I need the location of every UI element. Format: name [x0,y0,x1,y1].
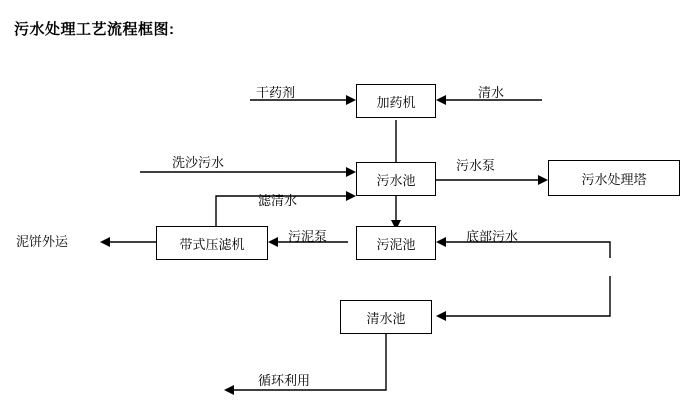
edge-label-clean-water-in: 清水 [478,85,505,100]
edge-label-sludge-pump: 污泥泵 [288,229,328,244]
node-dosing-machine [356,84,436,118]
node-belt-filter-press [156,226,268,260]
page-title: 污水处理工艺流程框图: [14,21,175,38]
node-label: 污泥池 [376,236,416,252]
node-label: 污水处理塔 [581,171,647,187]
node-label: 污水池 [376,172,416,188]
node-clean-water-pool [340,300,432,334]
edge-label-filtrate-clear-water: 滤清水 [258,193,298,208]
edge-label-dry-agent: 干药剂 [256,85,296,100]
node-label: 带式压滤机 [179,236,245,252]
edge-label-recycle-use: 循环利用 [258,373,311,388]
node-label: 加药机 [376,94,416,110]
node-sludge-pool [356,226,436,260]
node-sewage-treatment-tower [548,160,680,196]
edge-label-sewage-pump: 污水泵 [456,158,496,173]
node-label: 清水池 [366,310,406,326]
node-sewage-pool [356,162,436,196]
edge-label-bottom-sewage: 底部污水 [466,229,519,244]
edge-label-sand-washing-sewage: 洗沙污水 [172,155,225,170]
edge-label-mud-cake-out: 泥饼外运 [16,234,69,249]
